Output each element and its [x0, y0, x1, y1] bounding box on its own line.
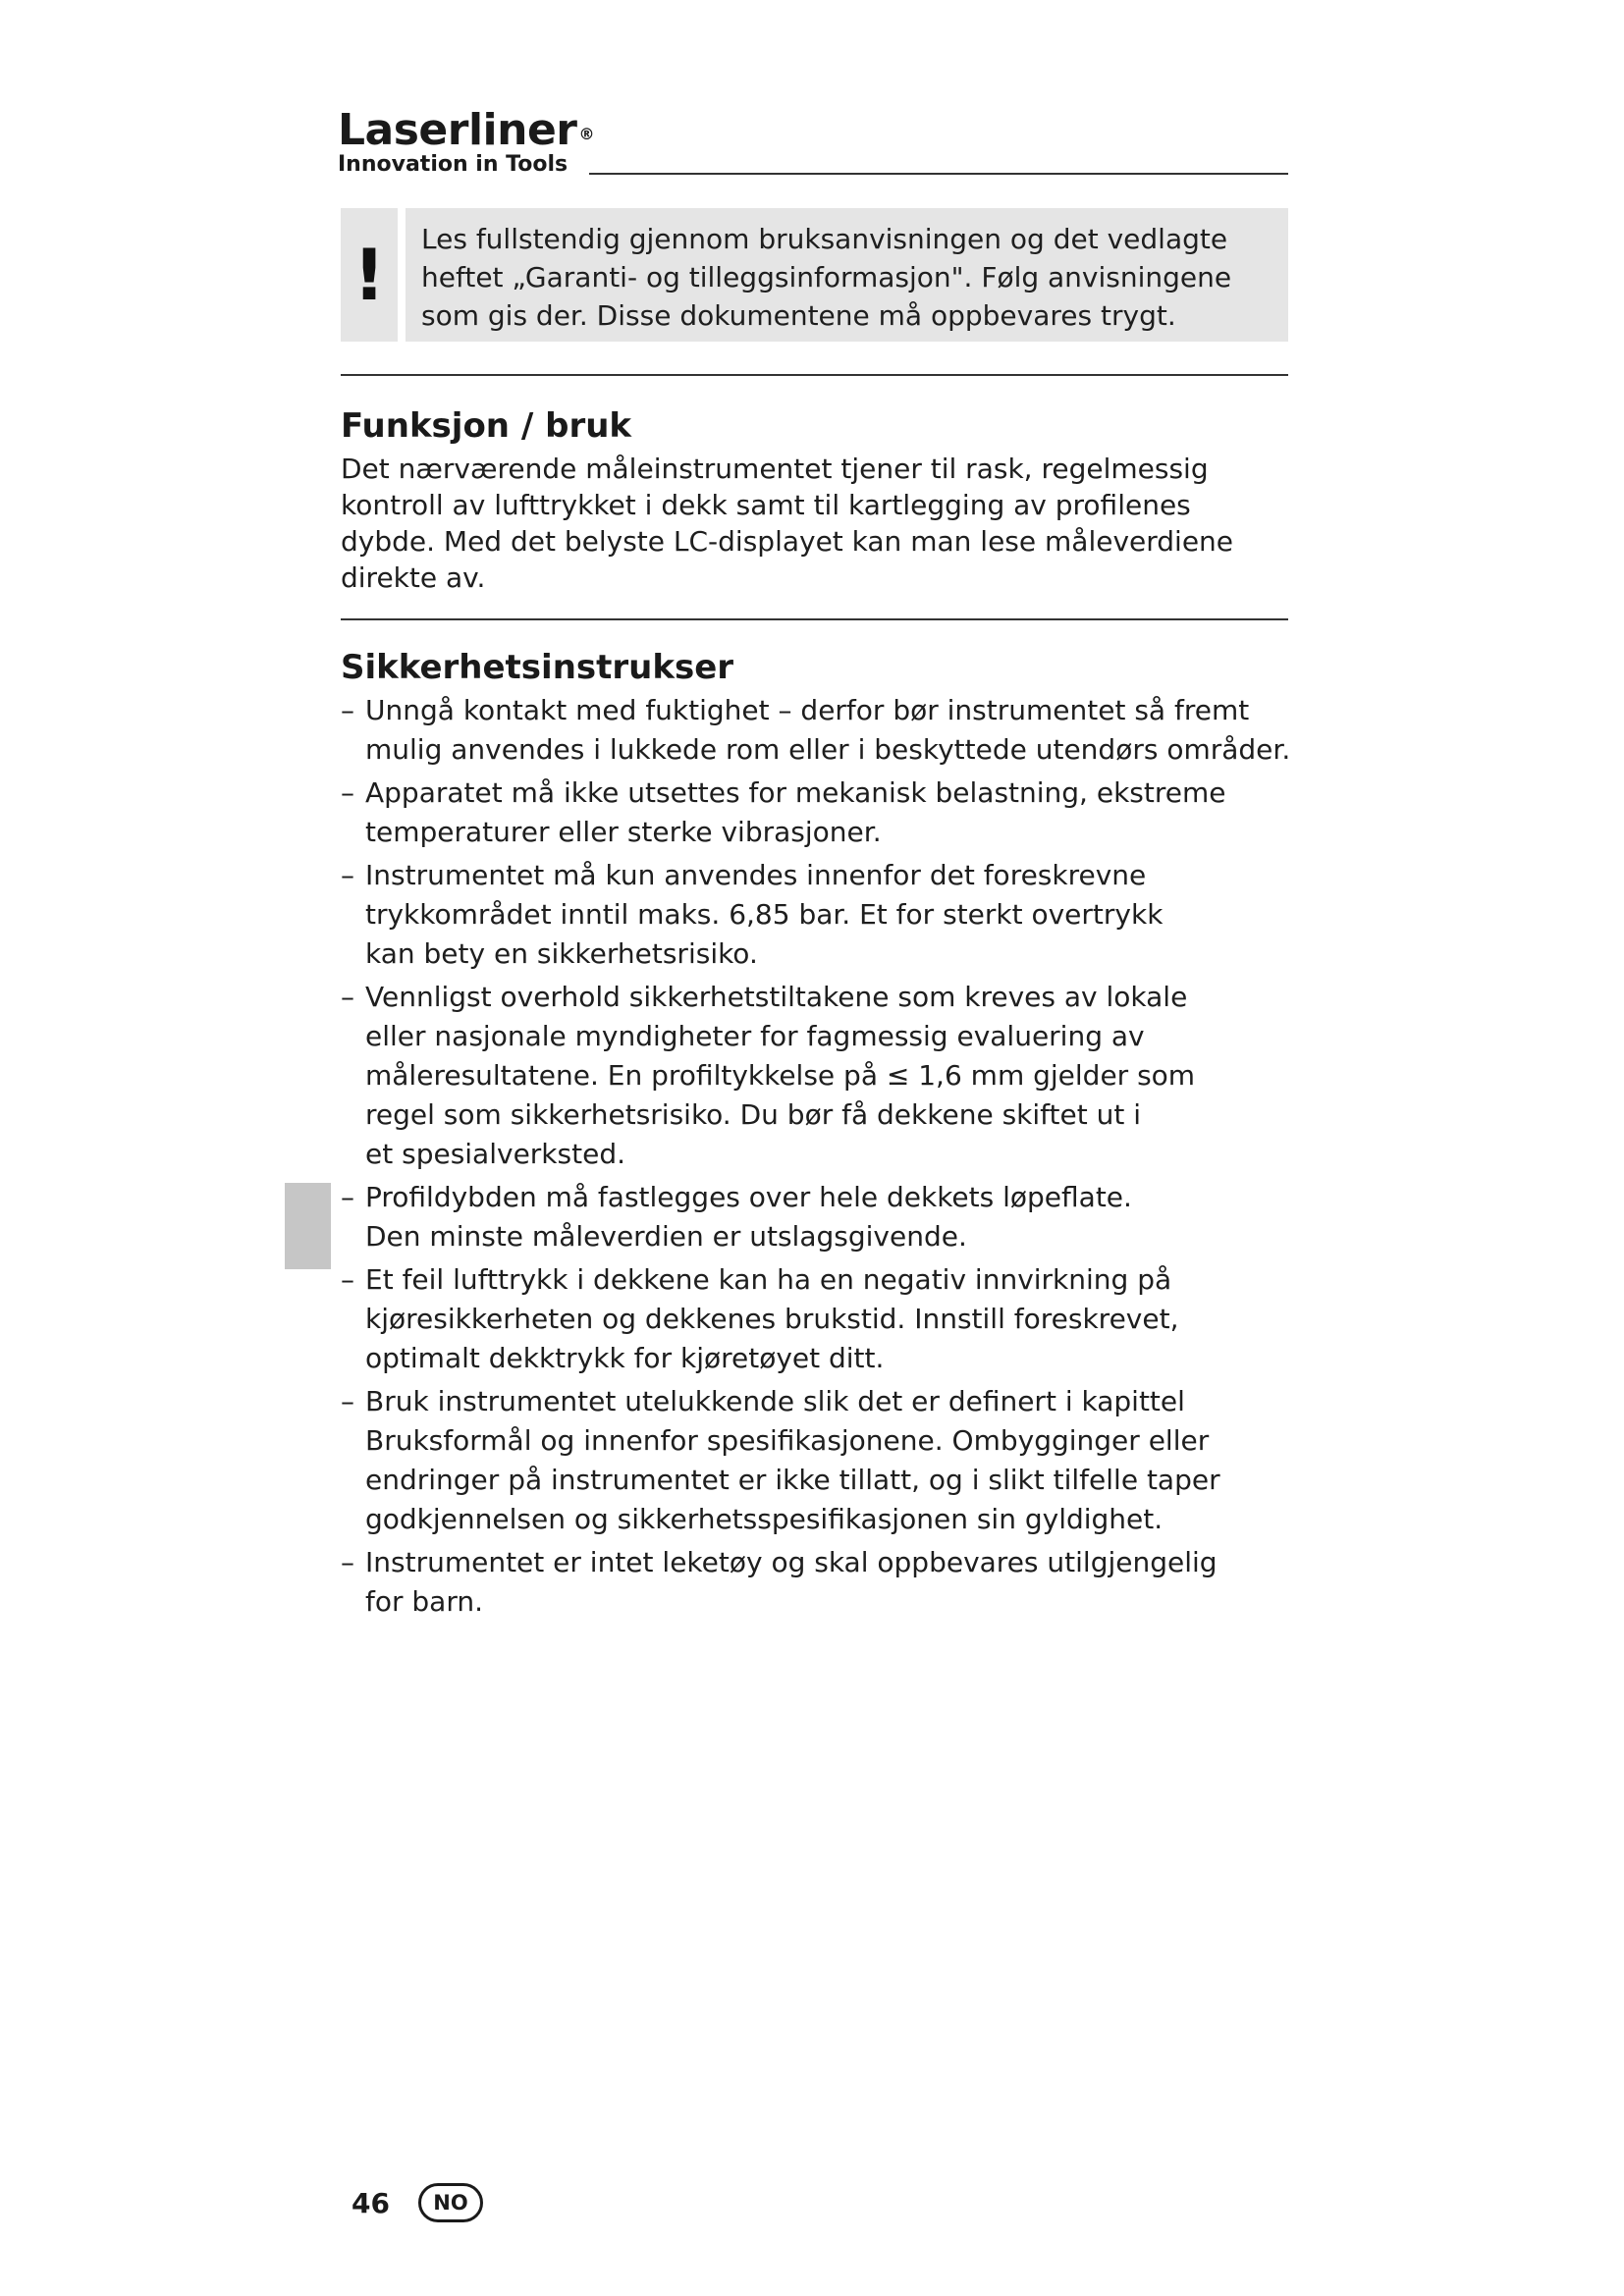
list-item-line: mulig anvendes i lukkede rom eller i beskyttede utendørs områder.: [365, 733, 1291, 766]
brand-logo: [338, 106, 594, 177]
list-item-line: for barn.: [365, 1585, 483, 1618]
warning-line: heftet „Garanti- og tilleggsinformasjon". Følg anvisningene: [421, 261, 1232, 294]
list-item-line: Bruksformål og innenfor spesifikasjonene. Ombygginger eller: [365, 1424, 1210, 1457]
warning-line: Les fullstendig gjennom bruksanvisningen og det vedlagte: [421, 223, 1228, 255]
list-item-line: endringer på instrumentet er ikke tillatt, og i slikt tilfelle taper: [365, 1464, 1220, 1496]
side-thumb-tab: [285, 1183, 331, 1269]
list-item-line: Den minste måleverdien er utslagsgivende.: [365, 1220, 967, 1253]
paragraph-line: Det nærværende måleinstrumentet tjener til rask, regelmessig: [341, 453, 1209, 485]
list-item-line: Et feil lufttrykk i dekkene kan ha en negativ innvirkning på: [365, 1263, 1172, 1296]
list-item-line: Profildybden må fastlegges over hele dekkets løpeflate.: [365, 1181, 1132, 1213]
dash-bullet: –: [341, 1263, 354, 1296]
list-item: [341, 1543, 1293, 1622]
list-item-line: kan bety en sikkerhetsrisiko.: [365, 937, 758, 970]
list-item: [341, 1260, 1293, 1378]
list-item-line: Unngå kontakt med fuktighet – derfor bør instrumentet så fremt: [365, 694, 1250, 726]
dash-bullet: –: [341, 859, 354, 891]
list-item-line: Instrumentet må kun anvendes innenfor det foreskrevne: [365, 859, 1147, 891]
safety-instructions-list: [341, 691, 1293, 1626]
dash-bullet: –: [341, 1546, 354, 1578]
dash-bullet: –: [341, 694, 354, 726]
paragraph-line: kontroll av lufttrykket i dekk samt til kartlegging av profilenes: [341, 489, 1191, 521]
paragraph-line: direkte av.: [341, 561, 486, 594]
page-number: 46: [352, 2187, 390, 2219]
warning-text: [406, 208, 1288, 342]
list-item-line: optimalt dekktrykk for kjøretøyet ditt.: [365, 1342, 885, 1374]
list-item-line: Instrumentet er intet leketøy og skal oppbevares utilgjengelig: [365, 1546, 1218, 1578]
list-item-line: Apparatet må ikke utsettes for mekanisk belastning, ekstreme: [365, 776, 1226, 809]
dash-bullet: –: [341, 981, 354, 1013]
section-title-safety: Sikkerhetsinstrukser: [341, 648, 734, 687]
brand-tagline: Innovation in Tools: [338, 152, 568, 177]
exclamation-icon: !: [341, 208, 398, 342]
list-item-line: måleresultatene. En profiltykkelse på ≤ 1,6 mm gjelder som: [365, 1059, 1196, 1092]
dash-bullet: –: [341, 1181, 354, 1213]
list-item: [341, 1178, 1293, 1256]
list-item: [341, 856, 1293, 974]
list-item-line: godkjennelsen og sikkerhetsspesifikasjonen sin gyldighet.: [365, 1503, 1164, 1535]
list-item-line: eller nasjonale myndigheter for fagmessig evaluering av: [365, 1020, 1145, 1052]
header-rule: [589, 173, 1288, 175]
list-item-line: Vennligst overhold sikkerhetstiltakene som kreves av lokale: [365, 981, 1188, 1013]
list-item-line: Bruk instrumentet utelukkende slik det er definert i kapittel: [365, 1385, 1185, 1417]
list-item-line: kjøresikkerheten og dekkenes brukstid. Innstill foreskrevet,: [365, 1303, 1179, 1335]
brand-name-text: Laserliner: [338, 105, 577, 155]
section-title-funksjon: Funksjon / bruk: [341, 406, 632, 446]
list-item-line: regel som sikkerhetsrisiko. Du bør få dekkene skiftet ut i: [365, 1098, 1142, 1131]
list-item: [341, 774, 1293, 852]
section-divider: [341, 618, 1288, 620]
list-item-line: et spesialverksted.: [365, 1138, 625, 1170]
dash-bullet: –: [341, 776, 354, 809]
registered-mark: ®: [578, 125, 594, 143]
funksjon-paragraph: [341, 451, 1293, 596]
dash-bullet: –: [341, 1385, 354, 1417]
paragraph-line: dybde. Med det belyste LC-displayet kan man lese måleverdiene: [341, 525, 1234, 558]
language-badge: NO: [418, 2183, 483, 2222]
warning-notice: [341, 208, 1288, 342]
list-item: [341, 1382, 1293, 1539]
brand-name: [338, 106, 594, 155]
list-item: [341, 691, 1293, 770]
list-item-line: trykkområdet inntil maks. 6,85 bar. Et for sterkt overtrykk: [365, 898, 1164, 931]
list-item-line: temperaturer eller sterke vibrasjoner.: [365, 816, 882, 848]
list-item: [341, 978, 1293, 1174]
section-divider: [341, 374, 1288, 376]
warning-line: som gis der. Disse dokumentene må oppbevares trygt.: [421, 299, 1176, 332]
